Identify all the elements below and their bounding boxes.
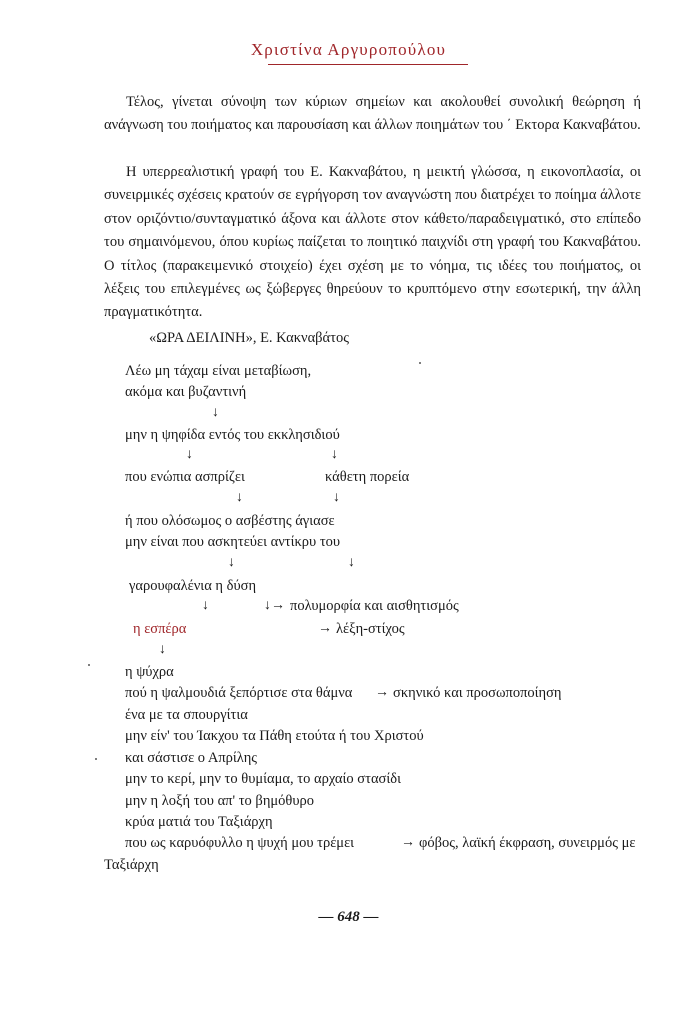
down-arrow-icon: ↓ <box>236 490 243 505</box>
poem-line: Ταξιάρχη <box>104 857 159 873</box>
poem-line: και σάστισε ο Απρίλης <box>125 750 258 766</box>
down-arrow-icon: ↓ <box>186 447 193 462</box>
paragraph-1: Τέλος, γίνεται σύνοψη των κύριων σημείων και ακολουθεί συνολική θεώρηση ή ανάγνωση του ποιήματος και παρουσίαση και άλλων ποιημάτων του ΄ Εκτορα Κακναβάτου. <box>104 94 641 134</box>
poem-line: μην η ψηφίδα εντός του εκκλησιδιού <box>125 427 340 443</box>
poem-line: μην είναι που ασκητεύει αντίκρυ του <box>125 534 341 550</box>
running-header: Χριστίνα Αργυροπούλου <box>250 40 447 59</box>
down-arrow-icon: ↓ <box>331 447 338 462</box>
poem-line: ή που ολόσωμος ο ασβέστης άγιασε <box>125 513 335 529</box>
down-arrow-icon: ↓ <box>333 490 340 505</box>
speck <box>88 664 90 666</box>
poem-line: μην το κερί, μην το θυμίαμα, το αρχαίο στασίδι <box>125 771 401 787</box>
poem-line: κάθετη πορεία <box>325 469 410 485</box>
poem-line: κρύα ματιά του Ταξιάρχη <box>125 814 273 830</box>
poem-line: μην η λοξή του απ' το βημόθυρο <box>125 793 315 809</box>
paragraph-2: Η υπερρεαλιστική γραφή του Ε. Κακναβάτου, η μεικτή γλώσσα, η εικονοπλασία, οι συνειρμικές σχέσεις κρατούν σε εγρήγορση τον αναγνώστη που διατρέχει το ποίημα άλλοτε στον οριζόντιο/συνταγματικό άξονα και άλλοτε στον κάθετο/παραδειγματικό, στο επίπεδο του σημαινόμενου, όπου κυρίως παίζεται το ποιητικό παιχνίδι στη γραφή του Κακναβάτου. Ο τίτλος (παρακειμενικό στοιχείο) έχει σχέση με το νόημα, τις ιδέες του ποιήματος, οι λέξεις του επιλεγμένες ως ξώβεργες θηρεύουν το κρυπτόμενο στην εσωτερική, την άλλη πραγματικότητα. <box>104 164 641 321</box>
poem-line: η ψύχρα <box>125 664 174 680</box>
poem-line: ένα με τα σπουργίτια <box>125 707 248 723</box>
page-number: — 648 — <box>318 909 379 925</box>
poem-line: πολυμορφία και αισθητισμός <box>290 598 459 614</box>
poem-line: πού η ψαλμουδιά ξεπόρτισε στα θάμνα <box>125 685 353 701</box>
poem-line: που ως καρυόφυλλο η ψυχή μου τρέμει <box>125 835 355 851</box>
right-arrow-icon: → <box>401 835 415 850</box>
speck <box>95 758 97 760</box>
down-arrow-icon: ↓ <box>202 598 209 613</box>
down-arrow-icon: ↓ <box>159 642 166 657</box>
poem-line: ακόμα και βυζαντινή <box>125 384 247 400</box>
right-arrow-icon: → <box>318 621 332 636</box>
header-rule <box>268 64 468 65</box>
speck <box>419 362 421 364</box>
down-arrow-icon: ↓ <box>212 405 219 420</box>
poem-line: φόβος, λαϊκή έκφραση, συνειρμός με <box>419 835 636 851</box>
poem-line: Λέω μη τάχαμ είναι μεταβίωση, <box>125 363 312 379</box>
poem-line: γαρουφαλένια η δύση <box>129 578 257 594</box>
poem-line: μην είν' του Ίακχου τα Πάθη ετούτα ή του Χριστού <box>125 728 424 744</box>
down-arrow-icon: ↓ <box>228 555 235 570</box>
down-arrow-icon: ↓ <box>348 555 355 570</box>
right-arrow-icon: → <box>375 685 389 700</box>
poem-line: η εσπέρα <box>133 621 187 637</box>
poem-line: σκηνικό και προσωποποίηση <box>393 685 562 701</box>
poem-line: που ενώπια ασπρίζει <box>125 469 245 485</box>
down-right-arrow-icon: ↓→ <box>264 598 285 613</box>
poem-title: «ΩΡΑ ΔΕΙΛΙΝΗ», Ε. Κακναβάτος <box>149 330 349 346</box>
poem-line: λέξη-στίχος <box>336 621 405 637</box>
